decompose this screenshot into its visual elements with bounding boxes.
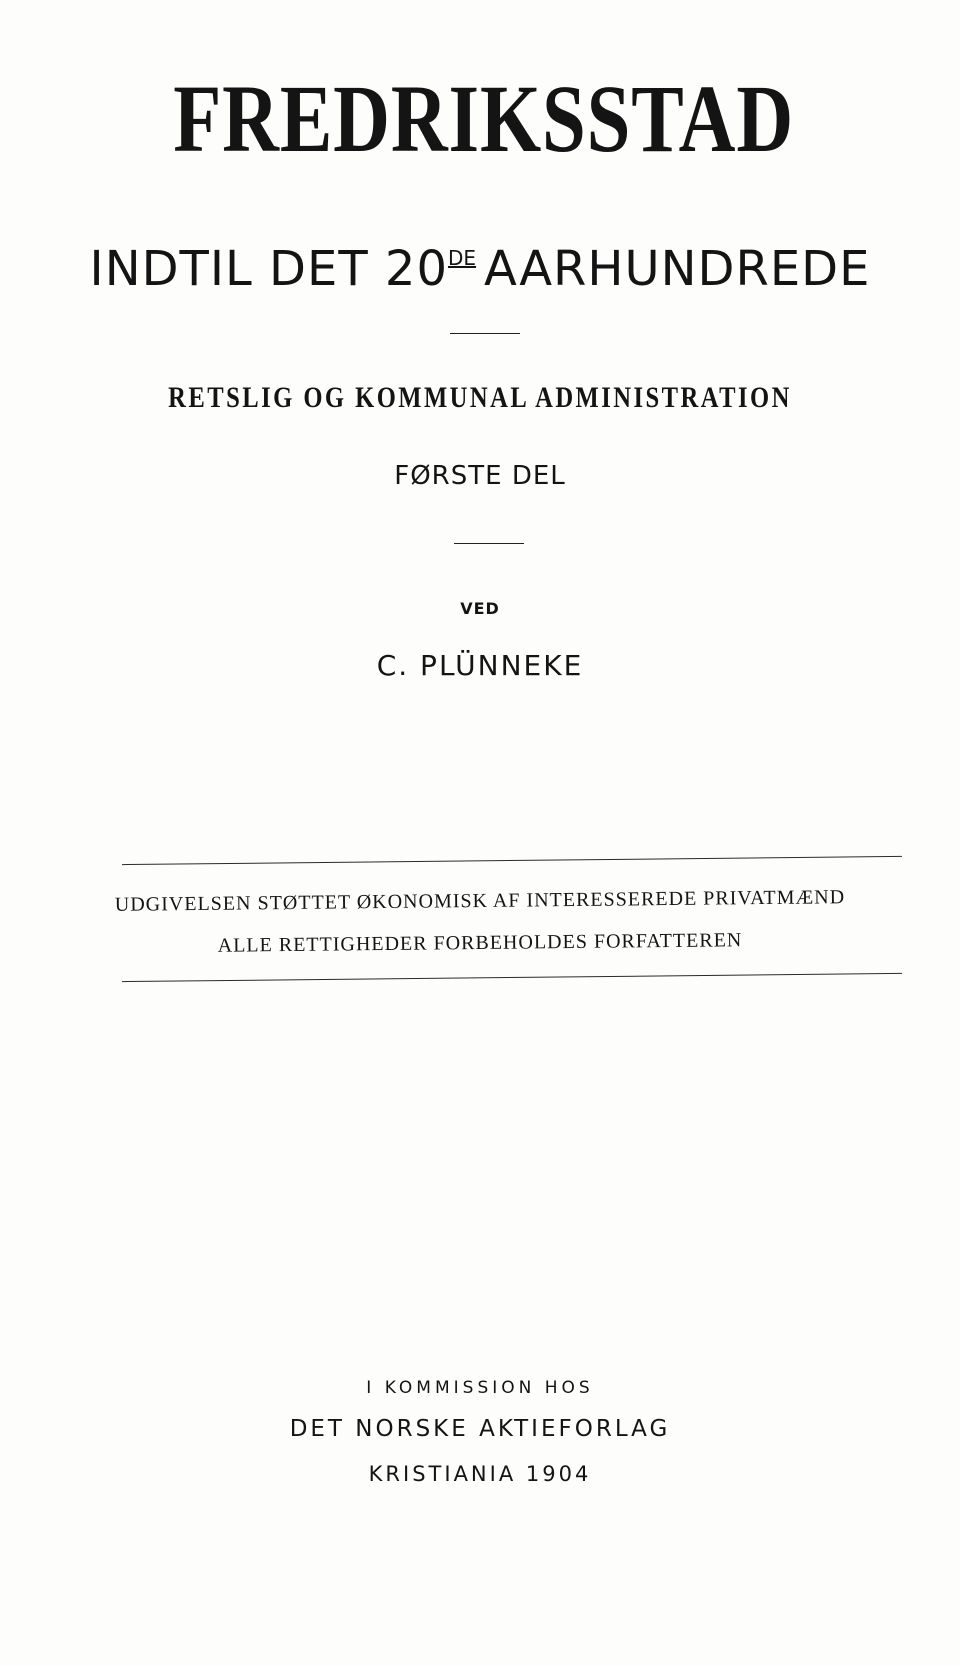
book-title: FREDRIKSSTAD bbox=[173, 65, 795, 172]
subtitle-superscript: DE bbox=[447, 246, 477, 270]
book-subtitle bbox=[0, 228, 960, 299]
place-and-year: KRISTIANIA 1904 bbox=[368, 1462, 592, 1486]
part-label: FØRSTE DEL bbox=[394, 461, 566, 491]
publisher-name: DET NORSKE AKTIEFORLAG bbox=[289, 1416, 671, 1442]
author-name: C. PLÜNNEKE bbox=[376, 649, 584, 682]
notice-top-rule bbox=[122, 856, 902, 865]
notice-bottom-rule bbox=[122, 973, 902, 982]
subtitle-before: INDTIL DET 20 bbox=[89, 241, 448, 297]
by-label: VED bbox=[460, 599, 500, 618]
subject-heading: RETSLIG OG KOMMUNAL ADMINISTRATION bbox=[168, 381, 792, 414]
funding-notice: UDGIVELSEN STØTTET ØKONOMISK AF INTERESSEREDE PRIVATMÆND bbox=[114, 886, 846, 916]
divider-rule bbox=[450, 333, 520, 334]
commission-line: I KOMMISSION HOS bbox=[366, 1378, 594, 1398]
divider-rule bbox=[454, 543, 524, 544]
subtitle-after: AARHUNDREDE bbox=[484, 241, 871, 297]
rights-notice: ALLE RETTIGHEDER FORBEHOLDES FORFATTEREN bbox=[217, 929, 743, 957]
